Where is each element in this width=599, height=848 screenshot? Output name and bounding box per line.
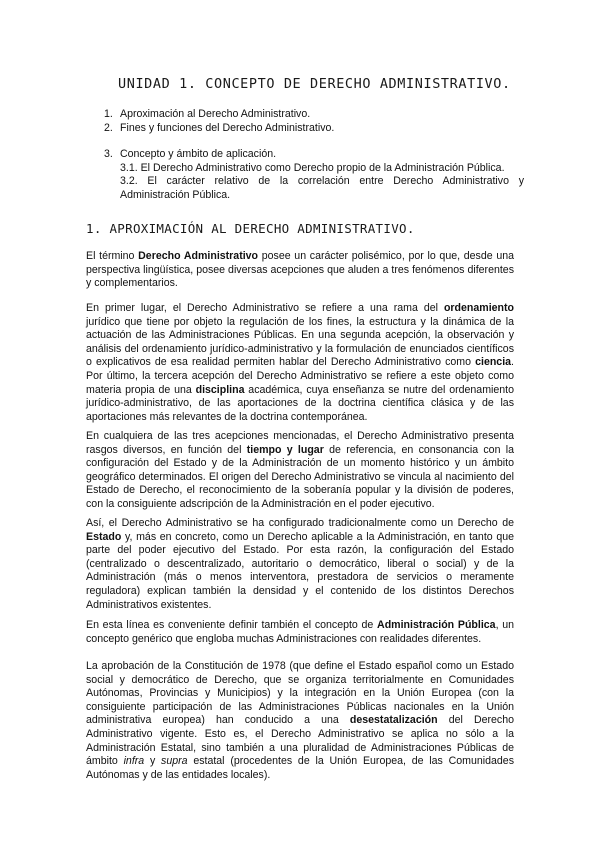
toc-number: 1. bbox=[104, 108, 113, 120]
text-run: El término bbox=[86, 250, 139, 262]
toc-text: Aproximación al Derecho Administrativo. bbox=[120, 108, 311, 120]
text-run: posee un carácter polisémico, por lo que, desde una perspectiva lingüística, posee diversas acepciones que aluden a tres fenómenos diferentes y complementarios. bbox=[86, 250, 514, 290]
text-run: La aprobación de la Constitución de 1978 (que define el Estado español como un Estado social y democrático de Derecho, que se organiza territorialmente en Comunidades Autónomas, Provincias y Municipios) y la integración en la Unión Europea (con la consiguiente participación de las Administraciones Públicas nacionales en la Unión administrativa europea) han conducido a una bbox=[86, 660, 514, 727]
toc-text: Concepto y ámbito de aplicación. bbox=[120, 148, 277, 161]
paragraph-5 bbox=[86, 619, 514, 646]
text-run: . Por último, la tercera acepción del Derecho Administrativo se refiere a este objeto como materia propia de una bbox=[86, 356, 514, 396]
toc-subitem-3-2: 3.2. El carácter relativo de la correlación entre Derecho Administrativo y Administración Pública. bbox=[120, 175, 524, 201]
paragraph-3 bbox=[86, 430, 514, 512]
text-run: Así, el Derecho Administrativo se ha configurado tradicionalmente como un Derecho de bbox=[86, 517, 514, 529]
text-run: En primer lugar, el Derecho Administrativo se refiere a una rama del bbox=[86, 302, 444, 314]
section-heading: 1. APROXIMACIÓN AL DERECHO ADMINISTRATIVO. bbox=[86, 221, 415, 236]
toc-item-3 bbox=[104, 148, 524, 162]
bold-term: Derecho Administrativo bbox=[138, 250, 259, 262]
bold-term: tiempo y lugar bbox=[246, 443, 324, 456]
text-run: En esta línea es conveniente definir también el concepto de bbox=[86, 619, 378, 631]
paragraph-1 bbox=[86, 250, 514, 291]
text-run: jurídico que tiene por objeto la regulación de los fines, la estructura y la dinámica de la actuación de las Administraciones Públicas. En una segunda acepción, la observación y análisis del ordenamiento jurídico-administrativo y la formulación de enunciados científicos o explicativos de esa realidad permiten hablar del Derecho Administrativo como bbox=[86, 315, 514, 369]
paragraph-4 bbox=[86, 517, 514, 612]
bold-term: desestatalización bbox=[349, 714, 438, 727]
text-run: y bbox=[144, 755, 162, 768]
bold-term: ordenamiento bbox=[443, 302, 514, 314]
bold-term: disciplina bbox=[195, 383, 245, 396]
bold-term: ciencia bbox=[475, 356, 512, 369]
bold-term: Administración Pública bbox=[377, 619, 496, 631]
italic-term: infra bbox=[123, 755, 145, 768]
toc-item-1 bbox=[104, 108, 524, 122]
toc-text: Fines y funciones del Derecho Administrativo. bbox=[120, 121, 335, 134]
paragraph-2 bbox=[86, 302, 514, 424]
table-of-contents bbox=[104, 108, 524, 203]
bold-term: Estado bbox=[86, 530, 122, 543]
text-run: y, más en concreto, como un Derecho aplicable a la Administración, en tanto que parte del poder ejecutivo del Estado. Por esta razón, la configuración del Estado (centralizado o descentralizado, autoritario o democrático, liberal o social) y de la Administración (más o menos interventora, prestadora de servicios o meramente reguladora) explican también la densidad y el contenido de los distintos Derechos Administrativos existentes. bbox=[86, 530, 514, 611]
unit-title: UNIDAD 1. CONCEPTO DE DERECHO ADMINISTRATIVO. bbox=[118, 76, 511, 92]
paragraph-6 bbox=[86, 660, 514, 782]
text-run: , un concepto genérico que engloba muchas Administraciones con realidades diferentes. bbox=[86, 619, 515, 645]
text-run: académica, cuya enseñanza se nutre del ordenamiento jurídico-administrativo, de las aportaciones de la doctrina científica clásica y de las aportaciones más relevantes de la doctrina contemporánea. bbox=[86, 383, 514, 423]
text-run: de referencia, en consonancia con la configuración del Estado y de la Administración de un momento histórico y un ámbito geográfico determinados. El origen del Derecho Administrativo se vincula al nacimiento del Estado de Derecho, el reconocimiento de la soberanía popular y la división de poderes, con la consiguiente adscripción de la Administración en el poder ejecutivo. bbox=[86, 443, 514, 510]
toc-number: 2. bbox=[104, 121, 113, 134]
italic-term: supra bbox=[161, 755, 188, 768]
text-run: estatal (procedentes de la Unión Europea, de las Comunidades Autónomas y de las entidades locales). bbox=[86, 755, 514, 781]
text-run: del Derecho Administrativo vigente. Esto es, el Derecho Administrativo se aplica no sólo a la Administración Estatal, sino también a una pluralidad de Administraciones Públicas de ámbito bbox=[86, 714, 514, 768]
toc-subitem-3-1: 3.1. El Derecho Administrativo como Derecho propio de la Administración Pública. bbox=[120, 161, 505, 174]
toc-number: 3. bbox=[104, 148, 113, 161]
text-run: En cualquiera de las tres acepciones mencionadas, el Derecho Administrativo presenta rasgos diversos, en función del bbox=[86, 430, 514, 456]
toc-item-2 bbox=[104, 122, 524, 136]
